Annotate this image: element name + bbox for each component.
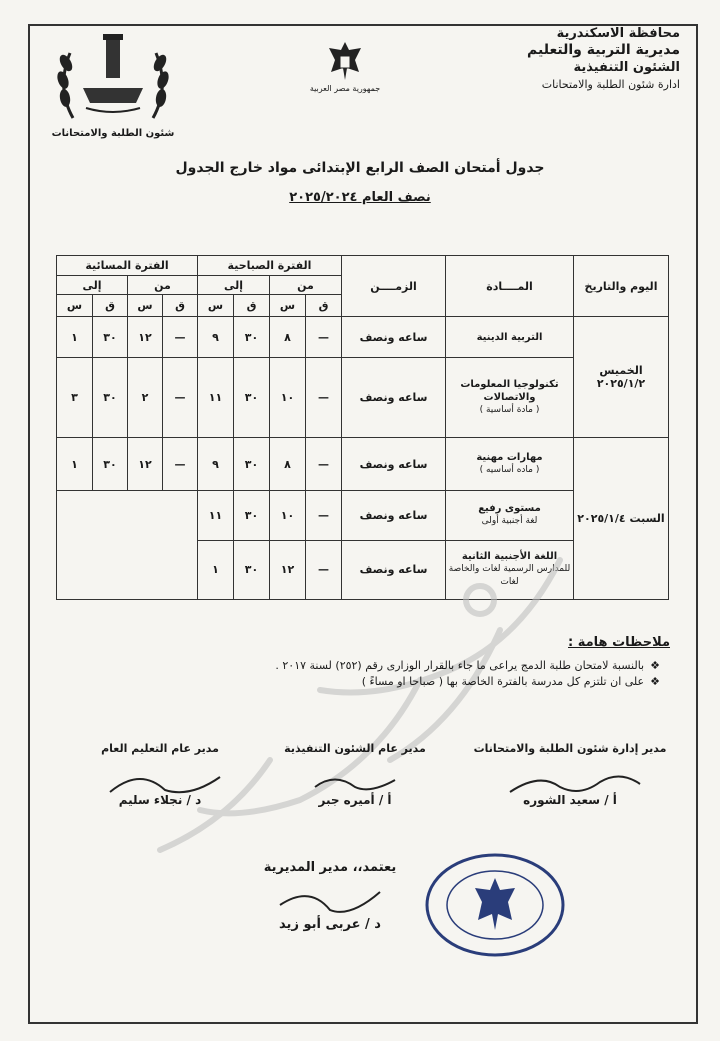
header-subject: المــــادة	[446, 256, 574, 317]
notes-heading: ملاحظات هامة :	[568, 635, 670, 650]
day-cell: الخميس ٢٠٢٥/١/٢	[574, 317, 669, 438]
duration-cell: ساعه ونصف	[342, 491, 446, 540]
header-q: ق	[93, 294, 128, 317]
header-evening-to: إلى	[57, 276, 128, 294]
time-cell: ١	[198, 540, 234, 599]
subject-cell	[446, 540, 574, 599]
subject-cell	[446, 438, 574, 491]
time-cell: ١١	[198, 491, 234, 540]
duration-cell: ساعه ونصف	[342, 358, 446, 438]
header-q: ق	[234, 294, 270, 317]
subject-name: التربية الدينية	[476, 331, 543, 343]
header-morning: الفترة الصباحية	[198, 256, 342, 276]
document-title: جدول أمتحان الصف الرابع الإبتدائى مواد خارج الجدول	[175, 160, 545, 176]
time-cell: —	[306, 358, 342, 438]
time-cell: ٣٠	[234, 358, 270, 438]
republic-name: جمهورية مصر العربية	[309, 84, 381, 93]
time-cell: ٩	[198, 317, 234, 358]
time-cell: ١٢	[128, 438, 163, 491]
handwritten-signature-icon	[500, 762, 650, 802]
subject-cell	[446, 491, 574, 540]
signer-title: مدير عام الشئون التنفيذية	[284, 742, 426, 755]
time-cell: —	[306, 540, 342, 599]
duration-cell: ساعه ونصف	[342, 438, 446, 491]
governorate: محافظة الاسكندرية	[556, 26, 680, 41]
signature-block	[470, 742, 670, 807]
time-cell: ١٢	[270, 540, 306, 599]
subject-note: ( ماده أساسيه )	[479, 465, 540, 476]
logo-caption: شئون الطلبة والامتحانات	[51, 128, 175, 139]
time-cell: ٨	[270, 438, 306, 491]
signer-name: أ / أميره جبر	[318, 793, 392, 807]
schedule-table	[56, 255, 669, 600]
directorate: مديرية التربية والتعليم	[527, 42, 680, 58]
republic-emblem	[270, 40, 420, 93]
subject-name: مستوى رفيع	[478, 503, 541, 515]
table-row	[57, 438, 669, 491]
official-seal-icon	[420, 850, 570, 960]
exams-administration: ادارة شئون الطلبة والامتحانات	[541, 78, 680, 91]
header-evening-from: من	[128, 276, 198, 294]
time-cell: ٨	[270, 317, 306, 358]
note-text: بالنسبة لامتحان طلبة الدمج يراعى ما جاء بالقرار الوزارى رقم (٢٥٢) لسنة ٢٠١٧ .	[275, 659, 645, 672]
header-morning-to: إلى	[198, 276, 270, 294]
subject-cell	[446, 358, 574, 438]
handwritten-signature-icon	[90, 762, 240, 802]
executive-affairs: الشئون التنفيذية	[573, 60, 680, 75]
header-s: س	[270, 294, 306, 317]
duration-cell: ساعه ونصف	[342, 540, 446, 599]
approval-title: يعتمد،، مدير المديرية	[263, 860, 397, 875]
time-cell: ١	[57, 438, 93, 491]
time-cell: ٣٠	[93, 438, 128, 491]
time-cell: —	[163, 438, 198, 491]
time-cell: ٣٠	[234, 438, 270, 491]
government-block	[527, 25, 680, 93]
time-cell: ٣٠	[93, 317, 128, 358]
time-cell: ٣٠	[234, 540, 270, 599]
approver-name: د / عربى أبو زيد	[279, 917, 381, 932]
subject-name: تكنولوجيا المعلومات والاتصالات	[460, 379, 559, 404]
signer-name: أ / سعيد الشوره	[523, 793, 617, 807]
eagle-icon	[325, 40, 365, 82]
letterhead	[0, 0, 720, 140]
time-cell: ٣٠	[234, 491, 270, 540]
header-evening: الفترة المسائية	[57, 256, 198, 276]
notes-section	[50, 635, 670, 690]
subject-cell	[446, 317, 574, 358]
header-duration: الزمــــن	[342, 256, 446, 317]
time-cell: ٩	[198, 438, 234, 491]
header-morning-from: من	[270, 276, 342, 294]
signature-block	[60, 742, 260, 807]
subject-name: اللغة الأجنبية الثانية	[461, 551, 558, 563]
subject-note: ( مادة أساسية )	[479, 405, 540, 416]
signer-title: مدير عام التعليم العام	[101, 742, 219, 755]
day-cell: السبت ٢٠٢٥/١/٤	[574, 438, 669, 600]
header-s: س	[128, 294, 163, 317]
header-day: اليوم والتاريخ	[574, 256, 669, 317]
time-cell: ٢	[128, 358, 163, 438]
handwritten-signature-icon	[285, 762, 435, 802]
note-item	[50, 674, 660, 690]
table-row	[57, 317, 669, 358]
time-cell: ١١	[198, 358, 234, 438]
time-cell: —	[306, 438, 342, 491]
time-cell: —	[306, 491, 342, 540]
time-cell: ١٠	[270, 491, 306, 540]
header-q: ق	[163, 294, 198, 317]
subject-note: لغة أجنبية أولى	[481, 516, 538, 527]
approval-block	[230, 860, 430, 932]
header-s: س	[198, 294, 234, 317]
note-text: على ان تلتزم كل مدرسة بالفترة الخاصة بها ( صباحا او مساءً )	[361, 675, 645, 688]
time-cell: ٣٠	[93, 358, 128, 438]
header-q: ق	[306, 294, 342, 317]
document-subtitle: نصف العام ٢٠٢٥/٢٠٢٤	[289, 190, 431, 205]
subject-name: مهارات مهنية	[476, 452, 543, 464]
exam-schedule	[56, 255, 668, 600]
handwritten-signature-icon	[270, 880, 390, 920]
diamond-bullet-icon: ❖	[650, 675, 660, 688]
time-cell: ٣٠	[234, 317, 270, 358]
time-cell: ١	[57, 317, 93, 358]
diamond-bullet-icon: ❖	[650, 659, 660, 672]
time-cell: ٣	[57, 358, 93, 438]
time-cell: —	[163, 358, 198, 438]
time-cell: —	[163, 317, 198, 358]
time-cell: ١٠	[270, 358, 306, 438]
duration-cell: ساعه ونصف	[342, 317, 446, 358]
header-s: س	[57, 294, 93, 317]
empty-evening-cell	[57, 491, 198, 600]
time-cell: —	[306, 317, 342, 358]
signer-name: د / نجلاء سليم	[118, 793, 202, 807]
signature-block	[255, 742, 455, 807]
subject-note: للمدارس الرسمية لغات والخاصة لغات	[448, 564, 571, 588]
laurel-ship-icon	[48, 28, 178, 128]
time-cell: ١٢	[128, 317, 163, 358]
note-item	[50, 658, 660, 674]
signer-title: مدير إدارة شئون الطلبة والامتحانات	[473, 742, 667, 755]
department-logo	[38, 28, 188, 139]
